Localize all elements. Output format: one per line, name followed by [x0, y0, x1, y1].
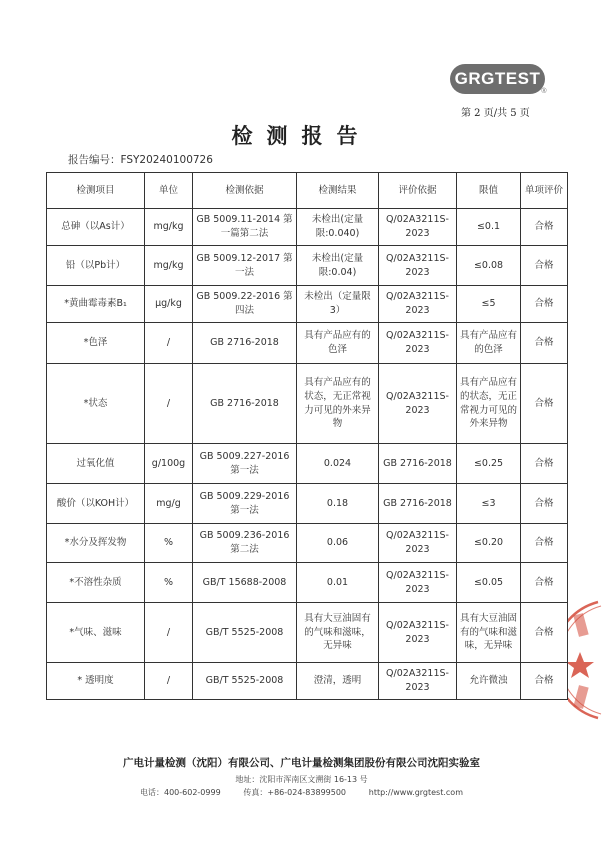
cell-result: 澄清，透明	[297, 663, 379, 700]
table-row	[47, 563, 568, 603]
cell-unit: g/100g	[145, 444, 193, 484]
table-row	[47, 484, 568, 524]
cell-verdict: 合格	[521, 603, 568, 663]
col-header-result: 检测结果	[297, 173, 379, 209]
cell-result: 未检出（定量限3）	[297, 286, 379, 323]
cell-verdict: 合格	[521, 663, 568, 700]
table-row	[47, 444, 568, 484]
cell-method: GB 2716-2018	[193, 323, 297, 364]
cell-verdict: 合格	[521, 524, 568, 563]
cell-item: *气味、滋味	[47, 603, 145, 663]
logo-text: GRGTEST	[454, 69, 541, 88]
col-header-limit: 限值	[457, 173, 521, 209]
cell-result: 0.06	[297, 524, 379, 563]
cell-unit: %	[145, 563, 193, 603]
cell-basis: Q/02A3211S-2023	[379, 209, 457, 246]
cell-item: 总砷（以As计）	[47, 209, 145, 246]
cell-unit: /	[145, 323, 193, 364]
footer-company: 广电计量检测（沈阳）有限公司、广电计量检测集团股份有限公司沈阳实验室	[123, 757, 480, 769]
cell-result: 0.01	[297, 563, 379, 603]
cell-method: GB 5009.236-2016 第二法	[193, 524, 297, 563]
test-results-table	[46, 172, 568, 700]
cell-verdict: 合格	[521, 323, 568, 364]
report-number: 报告编号：FSY20240100726	[68, 154, 213, 166]
cell-basis: Q/02A3211S-2023	[379, 364, 457, 444]
cell-basis: Q/02A3211S-2023	[379, 323, 457, 364]
cell-basis: Q/02A3211S-2023	[379, 246, 457, 286]
cell-verdict: 合格	[521, 484, 568, 524]
cell-unit: /	[145, 364, 193, 444]
page-number: 第 2 页/共 5 页	[461, 108, 530, 119]
cell-verdict: 合格	[521, 246, 568, 286]
col-header-item: 检测项目	[47, 173, 145, 209]
cell-item: *不溶性杂质	[47, 563, 145, 603]
cell-basis: GB 2716-2018	[379, 484, 457, 524]
cell-result: 具有产品应有的色泽	[297, 323, 379, 364]
table-row	[47, 603, 568, 663]
cell-method: GB 5009.11-2014 第一篇第二法	[193, 209, 297, 246]
cell-basis: Q/02A3211S-2023	[379, 603, 457, 663]
cell-basis: Q/02A3211S-2023	[379, 663, 457, 700]
cell-basis: Q/02A3211S-2023	[379, 524, 457, 563]
document-title: 检测报告	[231, 123, 372, 148]
cell-limit: ≤5	[457, 286, 521, 323]
cell-method: GB/T 5525-2008	[193, 603, 297, 663]
seal-stamp-edge	[568, 600, 603, 720]
cell-limit: 具有产品应有的色泽	[457, 323, 521, 364]
footer-address: 地址：沈阳市浑南区文溯街 16-13 号	[235, 775, 368, 784]
table-row	[47, 663, 568, 700]
col-header-unit: 单位	[145, 173, 193, 209]
footer-contact	[0, 787, 603, 798]
cell-result: 未检出(定量限:0.04)	[297, 246, 379, 286]
cell-verdict: 合格	[521, 364, 568, 444]
cell-item: * 透明度	[47, 663, 145, 700]
col-header-basis: 评价依据	[379, 173, 457, 209]
cell-result: 具有产品应有的状态，无正常视力可见的外来异物	[297, 364, 379, 444]
footer-phone: 电话：400-602-0999	[139, 788, 221, 797]
cell-limit: ≤0.05	[457, 563, 521, 603]
table-row	[47, 246, 568, 286]
table-row	[47, 323, 568, 364]
cell-verdict: 合格	[521, 563, 568, 603]
cell-method: GB/T 5525-2008	[193, 663, 297, 700]
cell-limit: 具有大豆油固有的气味和滋味，无异味	[457, 603, 521, 663]
cell-unit: mg/kg	[145, 209, 193, 246]
cell-item: 铅（以Pb计）	[47, 246, 145, 286]
cell-basis: Q/02A3211S-2023	[379, 286, 457, 323]
cell-limit: 允许微浊	[457, 663, 521, 700]
cell-unit: %	[145, 524, 193, 563]
table-row	[47, 209, 568, 246]
cell-item: *状态	[47, 364, 145, 444]
cell-result: 0.024	[297, 444, 379, 484]
table-row	[47, 524, 568, 563]
cell-limit: ≤0.25	[457, 444, 521, 484]
registered-mark: ®	[541, 88, 547, 95]
cell-method: GB 5009.12-2017 第一法	[193, 246, 297, 286]
table-row	[47, 364, 568, 444]
table-header-row	[47, 173, 568, 209]
cell-limit: ≤0.08	[457, 246, 521, 286]
cell-unit: /	[145, 603, 193, 663]
cell-verdict: 合格	[521, 209, 568, 246]
cell-verdict: 合格	[521, 444, 568, 484]
cell-basis: Q/02A3211S-2023	[379, 563, 457, 603]
cell-item: *色泽	[47, 323, 145, 364]
cell-verdict: 合格	[521, 286, 568, 323]
cell-method: GB 5009.227-2016 第一法	[193, 444, 297, 484]
cell-limit: ≤3	[457, 484, 521, 524]
cell-method: GB 2716-2018	[193, 364, 297, 444]
cell-item: 酸价（以KOH计）	[47, 484, 145, 524]
footer-fax: 传真：+86-024-83899500	[243, 788, 347, 797]
cell-result: 0.18	[297, 484, 379, 524]
col-header-method: 检测依据	[193, 173, 297, 209]
cell-unit: μg/kg	[145, 286, 193, 323]
footer-website: http://www.grgtest.com	[368, 788, 463, 797]
table-row	[47, 286, 568, 323]
cell-item: 过氧化值	[47, 444, 145, 484]
cell-unit: mg/g	[145, 484, 193, 524]
grgtest-logo	[450, 64, 545, 94]
cell-method: GB 5009.229-2016 第一法	[193, 484, 297, 524]
cell-unit: mg/kg	[145, 246, 193, 286]
cell-result: 未检出(定量限:0.040)	[297, 209, 379, 246]
cell-method: GB/T 15688-2008	[193, 563, 297, 603]
cell-method: GB 5009.22-2016 第四法	[193, 286, 297, 323]
cell-basis: GB 2716-2018	[379, 444, 457, 484]
cell-unit: /	[145, 663, 193, 700]
cell-item: *黄曲霉毒素B₁	[47, 286, 145, 323]
cell-limit: ≤0.20	[457, 524, 521, 563]
col-header-verdict: 单项评价	[521, 173, 568, 209]
cell-limit: ≤0.1	[457, 209, 521, 246]
cell-limit: 具有产品应有的状态，无正常视力可见的外来异物	[457, 364, 521, 444]
cell-result: 具有大豆油固有的气味和滋味，无异味	[297, 603, 379, 663]
cell-item: *水分及挥发物	[47, 524, 145, 563]
